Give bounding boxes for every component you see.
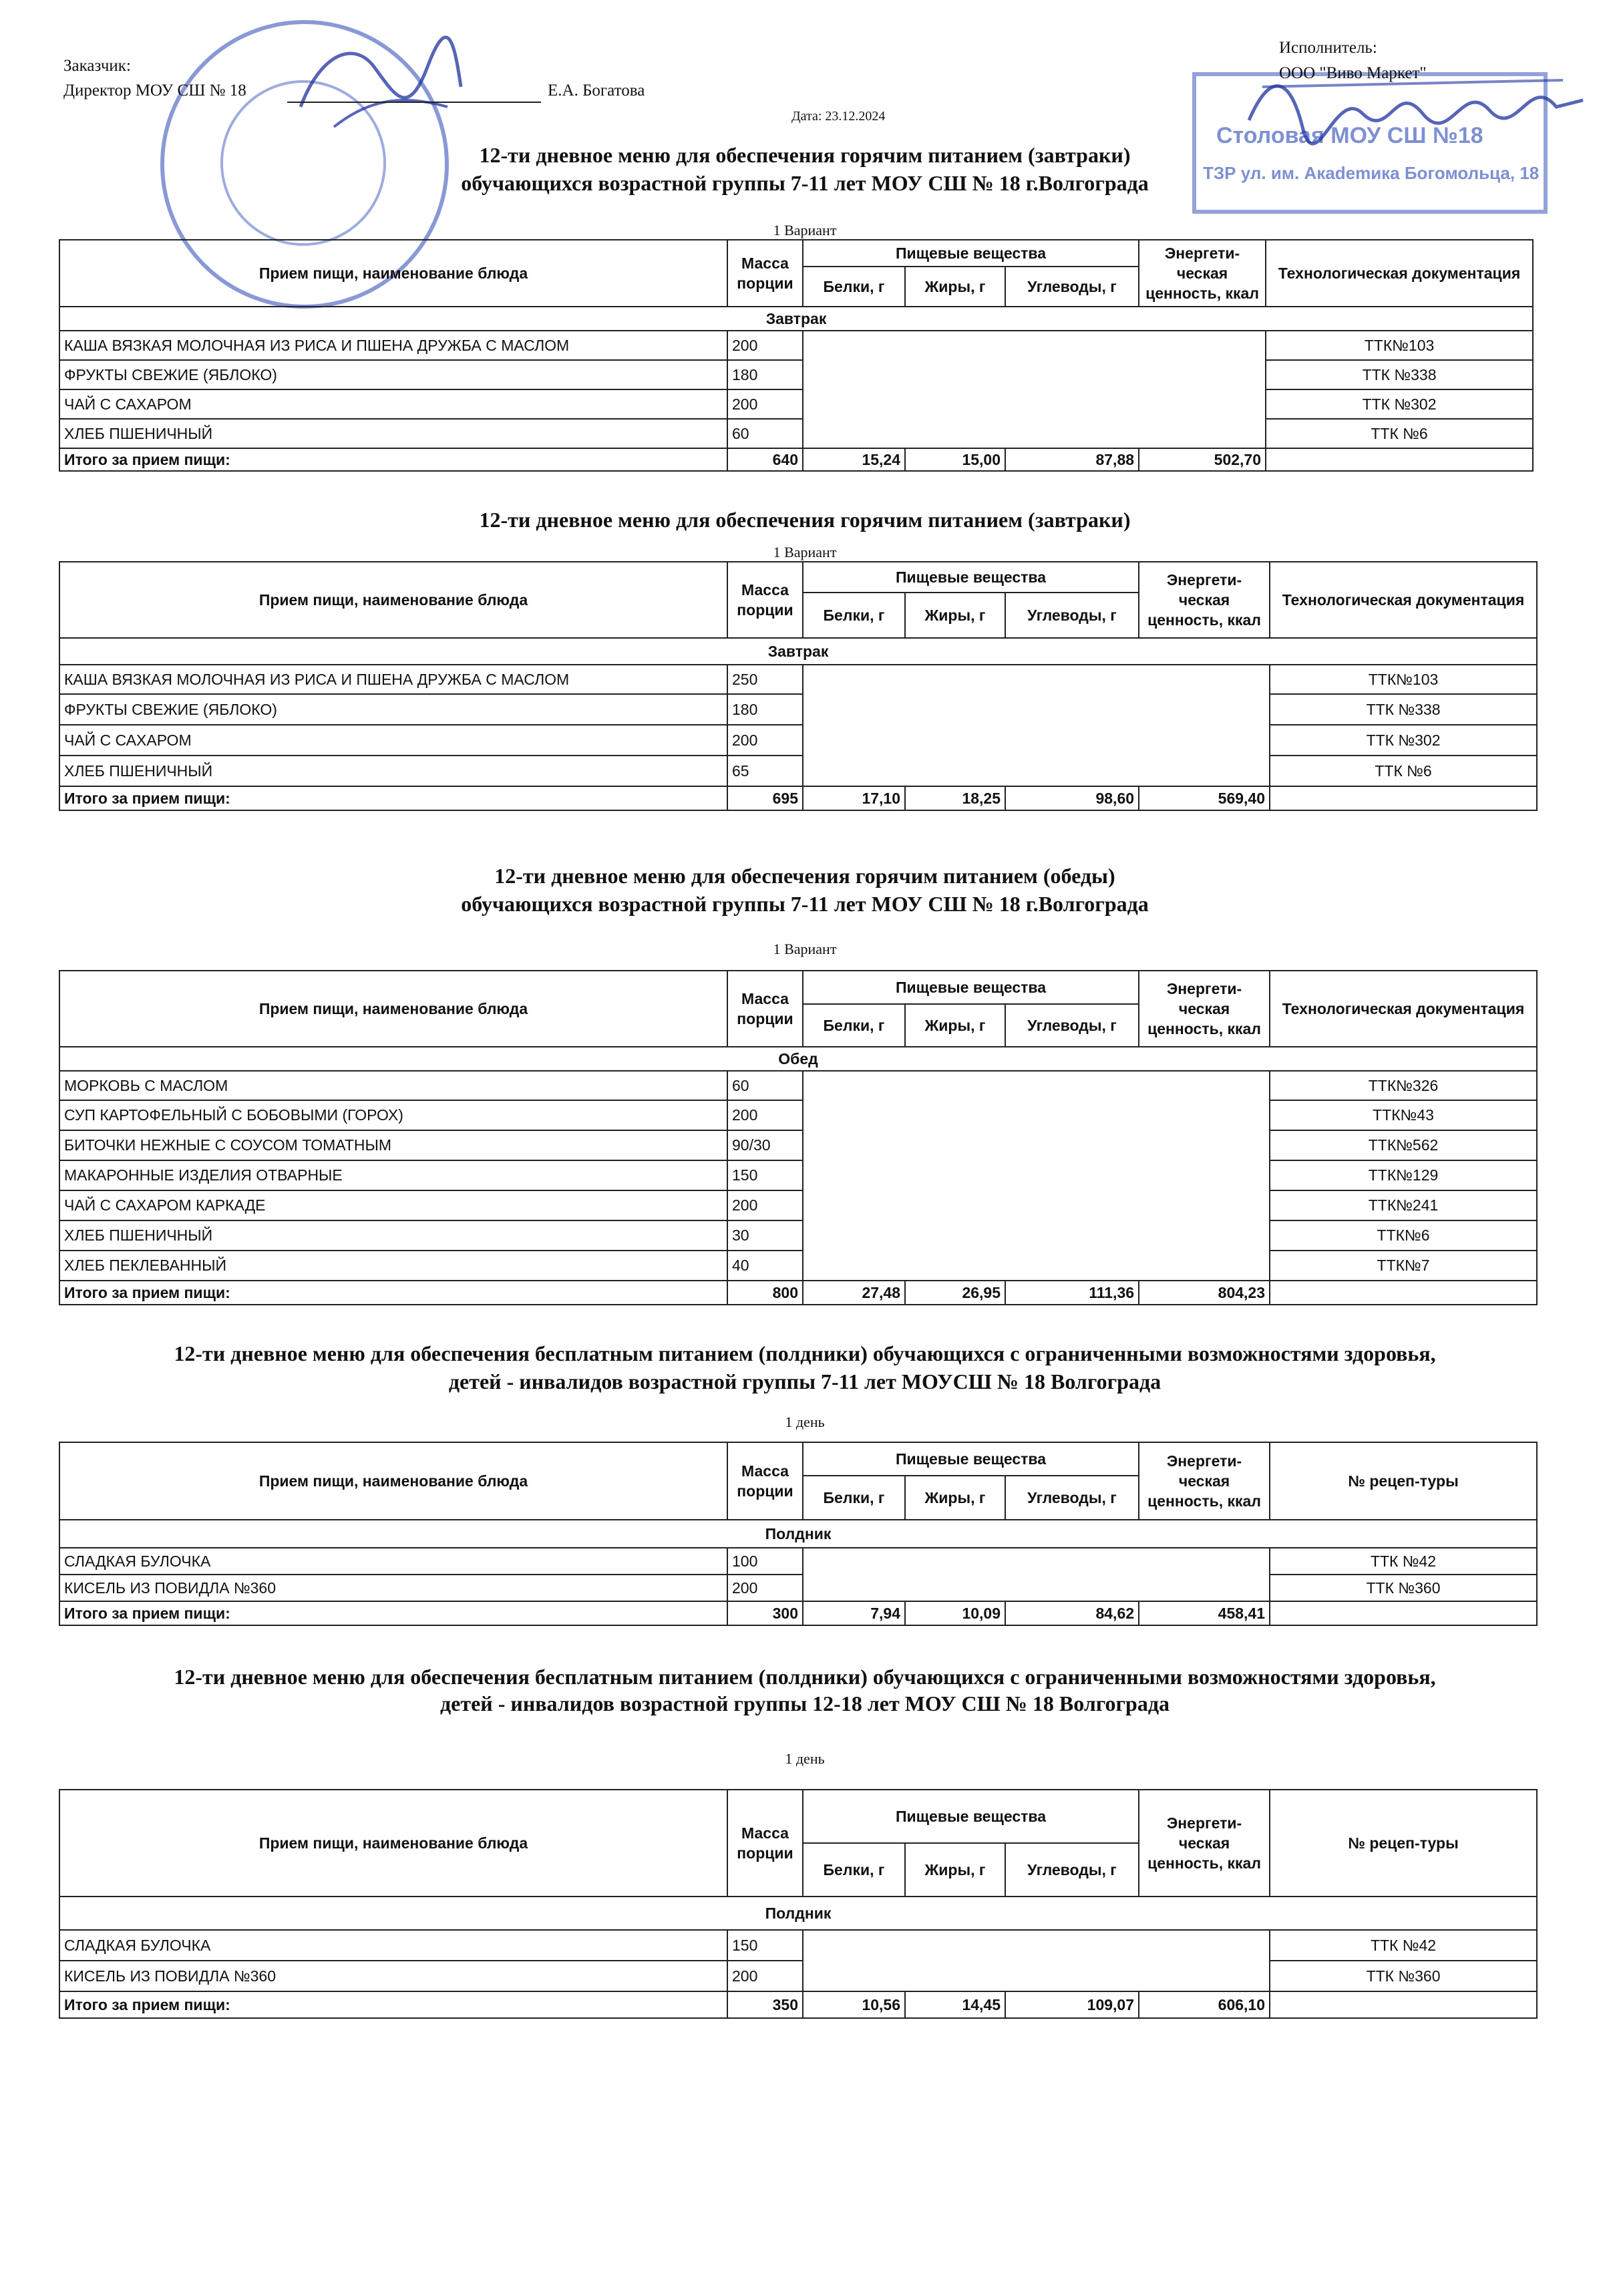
nutrients-blank bbox=[803, 1071, 1270, 1281]
meal-section-label: Завтрак bbox=[59, 307, 1533, 331]
dish-mass: 90/30 bbox=[727, 1130, 803, 1160]
section-3-table bbox=[59, 970, 1538, 1305]
table-row bbox=[59, 1190, 1537, 1220]
col-header-nutrients: Пищевые вещества bbox=[803, 1790, 1139, 1843]
dish-name: КАША ВЯЗКАЯ МОЛОЧНАЯ ИЗ РИСА И ПШЕНА ДРУЖБА С МАСЛОМ bbox=[59, 665, 727, 694]
executor-stamp-line2: ТЗР ул. им. Акademика Богомольца, 18 bbox=[1203, 163, 1540, 183]
col-header-carbs: Углеводы, г bbox=[1005, 1476, 1139, 1520]
dish-doc: ТТК№103 bbox=[1270, 665, 1537, 694]
col-header-nutrients: Пищевые вещества bbox=[803, 562, 1139, 593]
table-row bbox=[59, 1130, 1537, 1160]
dish-name: МАКАРОННЫЕ ИЗДЕЛИЯ ОТВАРНЫЕ bbox=[59, 1160, 727, 1190]
dish-doc: ТТК№103 bbox=[1266, 331, 1533, 360]
total-protein: 17,10 bbox=[803, 786, 905, 810]
section-2-table bbox=[59, 561, 1538, 811]
table-row bbox=[59, 1220, 1537, 1251]
total-carbs: 84,62 bbox=[1005, 1601, 1139, 1625]
total-row bbox=[59, 1991, 1537, 2018]
table-row bbox=[59, 1100, 1537, 1130]
dish-doc: ТТК №302 bbox=[1270, 725, 1537, 756]
nutrients-blank bbox=[803, 665, 1270, 786]
dish-mass: 180 bbox=[727, 694, 803, 725]
table-row bbox=[59, 665, 1537, 694]
customer-name: Е.А. Богатова bbox=[548, 81, 645, 100]
total-fat: 14,45 bbox=[905, 1991, 1005, 2018]
total-mass: 300 bbox=[727, 1601, 803, 1625]
col-header-energy: Энергети-ческая ценность, ккал bbox=[1139, 562, 1270, 638]
section-5-table bbox=[59, 1789, 1538, 2019]
table-row bbox=[59, 1575, 1537, 1601]
table-row bbox=[59, 360, 1533, 389]
total-row bbox=[59, 786, 1537, 810]
nutrients-blank bbox=[803, 331, 1266, 448]
dish-name: СУП КАРТОФЕЛЬНЫЙ С БОБОВЫМИ (ГОРОХ) bbox=[59, 1100, 727, 1130]
meal-section-label: Полдник bbox=[59, 1897, 1537, 1930]
col-header-name: Прием пищи, наименование блюда bbox=[59, 1790, 727, 1897]
col-header-fat: Жиры, г bbox=[905, 1843, 1005, 1897]
col-header-carbs: Углеводы, г bbox=[1005, 267, 1139, 307]
total-label: Итого за прием пищи: bbox=[59, 786, 727, 810]
col-header-carbs: Углеводы, г bbox=[1005, 1004, 1139, 1047]
total-protein: 15,24 bbox=[803, 448, 905, 471]
dish-mass: 200 bbox=[727, 1100, 803, 1130]
table-row bbox=[59, 419, 1533, 448]
total-label: Итого за прием пищи: bbox=[59, 1601, 727, 1625]
total-carbs: 111,36 bbox=[1005, 1281, 1139, 1305]
table-row bbox=[59, 1930, 1537, 1961]
dish-doc: ТТК №360 bbox=[1270, 1961, 1537, 1991]
section-2-title-line1: 12-ти дневное меню для обеспечения горячим питанием (завтраки) bbox=[479, 508, 1131, 532]
executor-stamp-line1: Столовая МОУ СШ №18 bbox=[1216, 123, 1483, 148]
total-mass: 800 bbox=[727, 1281, 803, 1305]
dish-doc: ТТК №360 bbox=[1270, 1575, 1537, 1601]
col-header-protein: Белки, г bbox=[803, 593, 905, 638]
dish-doc: ТТК№326 bbox=[1270, 1071, 1537, 1100]
total-energy: 606,10 bbox=[1139, 1991, 1270, 2018]
section-1-table bbox=[59, 239, 1534, 472]
dish-mass: 200 bbox=[727, 389, 803, 419]
total-row bbox=[59, 448, 1533, 471]
dish-name: КИСЕЛЬ ИЗ ПОВИДЛА №360 bbox=[59, 1961, 727, 1991]
dish-mass: 200 bbox=[727, 1575, 803, 1601]
meal-section-label: Обед bbox=[59, 1047, 1537, 1071]
table-row bbox=[59, 389, 1533, 419]
col-header-name: Прием пищи, наименование блюда bbox=[59, 240, 727, 307]
dish-mass: 200 bbox=[727, 331, 803, 360]
total-mass: 640 bbox=[727, 448, 803, 471]
total-label: Итого за прием пищи: bbox=[59, 1991, 727, 2018]
col-header-carbs: Углеводы, г bbox=[1005, 593, 1139, 638]
col-header-doc: Технологическая документация bbox=[1270, 971, 1537, 1047]
col-header-fat: Жиры, г bbox=[905, 1004, 1005, 1047]
col-header-energy: Энергети-ческая ценность, ккал bbox=[1139, 240, 1266, 307]
table-row bbox=[59, 1548, 1537, 1575]
section-5-variant: 1 день bbox=[785, 1750, 825, 1767]
dish-name: МОРКОВЬ С МАСЛОМ bbox=[59, 1071, 727, 1100]
total-fat: 26,95 bbox=[905, 1281, 1005, 1305]
customer-position: Директор МОУ СШ № 18 bbox=[63, 81, 246, 100]
dish-doc: ТТК№129 bbox=[1270, 1160, 1537, 1190]
dish-mass: 180 bbox=[727, 360, 803, 389]
section-4-title-line1: 12-ти дневное меню для обеспечения бесплатным питанием (полдники) обучающихся с ограниченными возможностями здоровья, bbox=[174, 1341, 1436, 1365]
table-row bbox=[59, 694, 1537, 725]
section-4-title-line2: детей - инвалидов возрастной группы 7-11 лет МОУСШ № 18 Волгограда bbox=[448, 1369, 1161, 1393]
total-protein: 27,48 bbox=[803, 1281, 905, 1305]
total-carbs: 98,60 bbox=[1005, 786, 1139, 810]
customer-label: Заказчик: bbox=[63, 57, 131, 75]
total-protein: 7,94 bbox=[803, 1601, 905, 1625]
total-energy: 458,41 bbox=[1139, 1601, 1270, 1625]
dish-doc: ТТК№7 bbox=[1270, 1251, 1537, 1281]
dish-doc: ТТК№43 bbox=[1270, 1100, 1537, 1130]
dish-doc: ТТК №42 bbox=[1270, 1930, 1537, 1961]
dish-doc: ТТК№241 bbox=[1270, 1190, 1537, 1220]
dish-doc: ТТК №6 bbox=[1266, 419, 1533, 448]
dish-mass: 60 bbox=[727, 419, 803, 448]
section-4-variant: 1 день bbox=[785, 1414, 825, 1430]
total-fat: 18,25 bbox=[905, 786, 1005, 810]
section-5-title-line1: 12-ти дневное меню для обеспечения бесплатным питанием (полдники) обучающихся с ограниченными возможностями здоровья, bbox=[174, 1665, 1436, 1689]
dish-mass: 60 bbox=[727, 1071, 803, 1100]
section-1-variant: 1 Вариант bbox=[773, 222, 837, 238]
col-header-protein: Белки, г bbox=[803, 1004, 905, 1047]
total-label: Итого за прием пищи: bbox=[59, 448, 727, 471]
dish-name: ХЛЕБ ПШЕНИЧНЫЙ bbox=[59, 1220, 727, 1251]
table-row bbox=[59, 725, 1537, 756]
total-mass: 695 bbox=[727, 786, 803, 810]
col-header-energy: Энергети-ческая ценность, ккал bbox=[1139, 1790, 1270, 1897]
nutrients-blank bbox=[803, 1930, 1270, 1991]
col-header-name: Прием пищи, наименование блюда bbox=[59, 1442, 727, 1520]
section-2-variant: 1 Вариант bbox=[773, 544, 837, 560]
dish-mass: 200 bbox=[727, 725, 803, 756]
dish-mass: 200 bbox=[727, 1190, 803, 1220]
dish-mass: 65 bbox=[727, 756, 803, 786]
col-header-mass: Масса порции bbox=[727, 1442, 803, 1520]
dish-doc: ТТК№562 bbox=[1270, 1130, 1537, 1160]
total-energy: 804,23 bbox=[1139, 1281, 1270, 1305]
executor-label: Исполнитель: bbox=[1279, 39, 1377, 57]
dish-name: КАША ВЯЗКАЯ МОЛОЧНАЯ ИЗ РИСА И ПШЕНА ДРУЖБА С МАСЛОМ bbox=[59, 331, 727, 360]
col-header-energy: Энергети-ческая ценность, ккал bbox=[1139, 971, 1270, 1047]
section-3-title-line2: обучающихся возрастной группы 7-11 лет МОУ СШ № 18 г.Волгограда bbox=[461, 892, 1149, 916]
dish-name: КИСЕЛЬ ИЗ ПОВИДЛА №360 bbox=[59, 1575, 727, 1601]
total-energy: 502,70 bbox=[1139, 448, 1266, 471]
nutrients-blank bbox=[803, 1548, 1270, 1601]
dish-name: ФРУКТЫ СВЕЖИЕ (ЯБЛОКО) bbox=[59, 360, 727, 389]
dish-name: ХЛЕБ ПШЕНИЧНЫЙ bbox=[59, 419, 727, 448]
total-protein: 10,56 bbox=[803, 1991, 905, 2018]
section-5-title-line2: детей - инвалидов возрастной группы 12-18 лет МОУ СШ № 18 Волгограда bbox=[439, 1691, 1170, 1715]
col-header-fat: Жиры, г bbox=[905, 1476, 1005, 1520]
col-header-nutrients: Пищевые вещества bbox=[803, 971, 1139, 1004]
total-label: Итого за прием пищи: bbox=[59, 1281, 727, 1305]
col-header-protein: Белки, г bbox=[803, 1843, 905, 1897]
dish-doc: ТТК №302 bbox=[1266, 389, 1533, 419]
total-fat: 15,00 bbox=[905, 448, 1005, 471]
dish-mass: 200 bbox=[727, 1961, 803, 1991]
col-header-mass: Масса порции bbox=[727, 1790, 803, 1897]
col-header-energy: Энергети-ческая ценность, ккал bbox=[1139, 1442, 1270, 1520]
col-header-nutrients: Пищевые вещества bbox=[803, 1442, 1139, 1476]
document-date: Дата: 23.12.2024 bbox=[791, 109, 886, 124]
col-header-protein: Белки, г bbox=[803, 1476, 905, 1520]
col-header-doc: Технологическая документация bbox=[1266, 240, 1533, 307]
table-row bbox=[59, 756, 1537, 786]
dish-name: СЛАДКАЯ БУЛОЧКА bbox=[59, 1930, 727, 1961]
dish-name: БИТОЧКИ НЕЖНЫЕ С СОУСОМ ТОМАТНЫМ bbox=[59, 1130, 727, 1160]
section-3-title-line1: 12-ти дневное меню для обеспечения горячим питанием (обеды) bbox=[494, 864, 1115, 888]
dish-doc: ТТК№6 bbox=[1270, 1220, 1537, 1251]
total-mass: 350 bbox=[727, 1991, 803, 2018]
dish-doc: ТТК №338 bbox=[1270, 694, 1537, 725]
dish-name: ЧАЙ С САХАРОМ bbox=[59, 725, 727, 756]
dish-name: ХЛЕБ ПЕКЛЕВАННЫЙ bbox=[59, 1251, 727, 1281]
total-carbs: 109,07 bbox=[1005, 1991, 1139, 2018]
total-carbs: 87,88 bbox=[1005, 448, 1139, 471]
section-3-variant: 1 Вариант bbox=[773, 941, 837, 957]
dish-mass: 30 bbox=[727, 1220, 803, 1251]
col-header-protein: Белки, г bbox=[803, 267, 905, 307]
dish-name: СЛАДКАЯ БУЛОЧКА bbox=[59, 1548, 727, 1575]
section-4-table bbox=[59, 1442, 1538, 1626]
total-row bbox=[59, 1281, 1537, 1305]
col-header-doc: Технологическая документация bbox=[1270, 562, 1537, 638]
customer-signature bbox=[294, 27, 468, 147]
col-header-name: Прием пищи, наименование блюда bbox=[59, 562, 727, 638]
section-1-title-line2: обучающихся возрастной группы 7-11 лет МОУ СШ № 18 г.Волгограда bbox=[461, 171, 1149, 195]
dish-mass: 150 bbox=[727, 1160, 803, 1190]
col-header-mass: Масса порции bbox=[727, 240, 803, 307]
col-header-doc: № рецеп-туры bbox=[1270, 1790, 1537, 1897]
dish-mass: 40 bbox=[727, 1251, 803, 1281]
total-row bbox=[59, 1601, 1537, 1625]
dish-name: ЧАЙ С САХАРОМ bbox=[59, 389, 727, 419]
col-header-name: Прием пищи, наименование блюда bbox=[59, 971, 727, 1047]
meal-section-label: Завтрак bbox=[59, 638, 1537, 665]
dish-mass: 100 bbox=[727, 1548, 803, 1575]
dish-name: ХЛЕБ ПШЕНИЧНЫЙ bbox=[59, 756, 727, 786]
dish-mass: 150 bbox=[727, 1930, 803, 1961]
dish-doc: ТТК №42 bbox=[1270, 1548, 1537, 1575]
table-row bbox=[59, 331, 1533, 360]
col-header-carbs: Углеводы, г bbox=[1005, 1843, 1139, 1897]
executor-org: ООО "Виво Маркет" bbox=[1279, 64, 1427, 82]
col-header-nutrients: Пищевые вещества bbox=[803, 240, 1139, 267]
table-row bbox=[59, 1961, 1537, 1991]
col-header-mass: Масса порции bbox=[727, 971, 803, 1047]
total-energy: 569,40 bbox=[1139, 786, 1270, 810]
col-header-doc: № рецеп-туры bbox=[1270, 1442, 1537, 1520]
section-1-title-line1: 12-ти дневное меню для обеспечения горячим питанием (завтраки) bbox=[479, 143, 1131, 167]
table-row bbox=[59, 1071, 1537, 1100]
col-header-mass: Масса порции bbox=[727, 562, 803, 638]
signature-line bbox=[287, 102, 541, 103]
table-row bbox=[59, 1251, 1537, 1281]
table-row bbox=[59, 1160, 1537, 1190]
col-header-fat: Жиры, г bbox=[905, 267, 1005, 307]
total-fat: 10,09 bbox=[905, 1601, 1005, 1625]
dish-name: ЧАЙ С САХАРОМ КАРКАДЕ bbox=[59, 1190, 727, 1220]
dish-doc: ТТК №6 bbox=[1270, 756, 1537, 786]
dish-name: ФРУКТЫ СВЕЖИЕ (ЯБЛОКО) bbox=[59, 694, 727, 725]
meal-section-label: Полдник bbox=[59, 1520, 1537, 1548]
dish-mass: 250 bbox=[727, 665, 803, 694]
col-header-fat: Жиры, г bbox=[905, 593, 1005, 638]
dish-doc: ТТК №338 bbox=[1266, 360, 1533, 389]
